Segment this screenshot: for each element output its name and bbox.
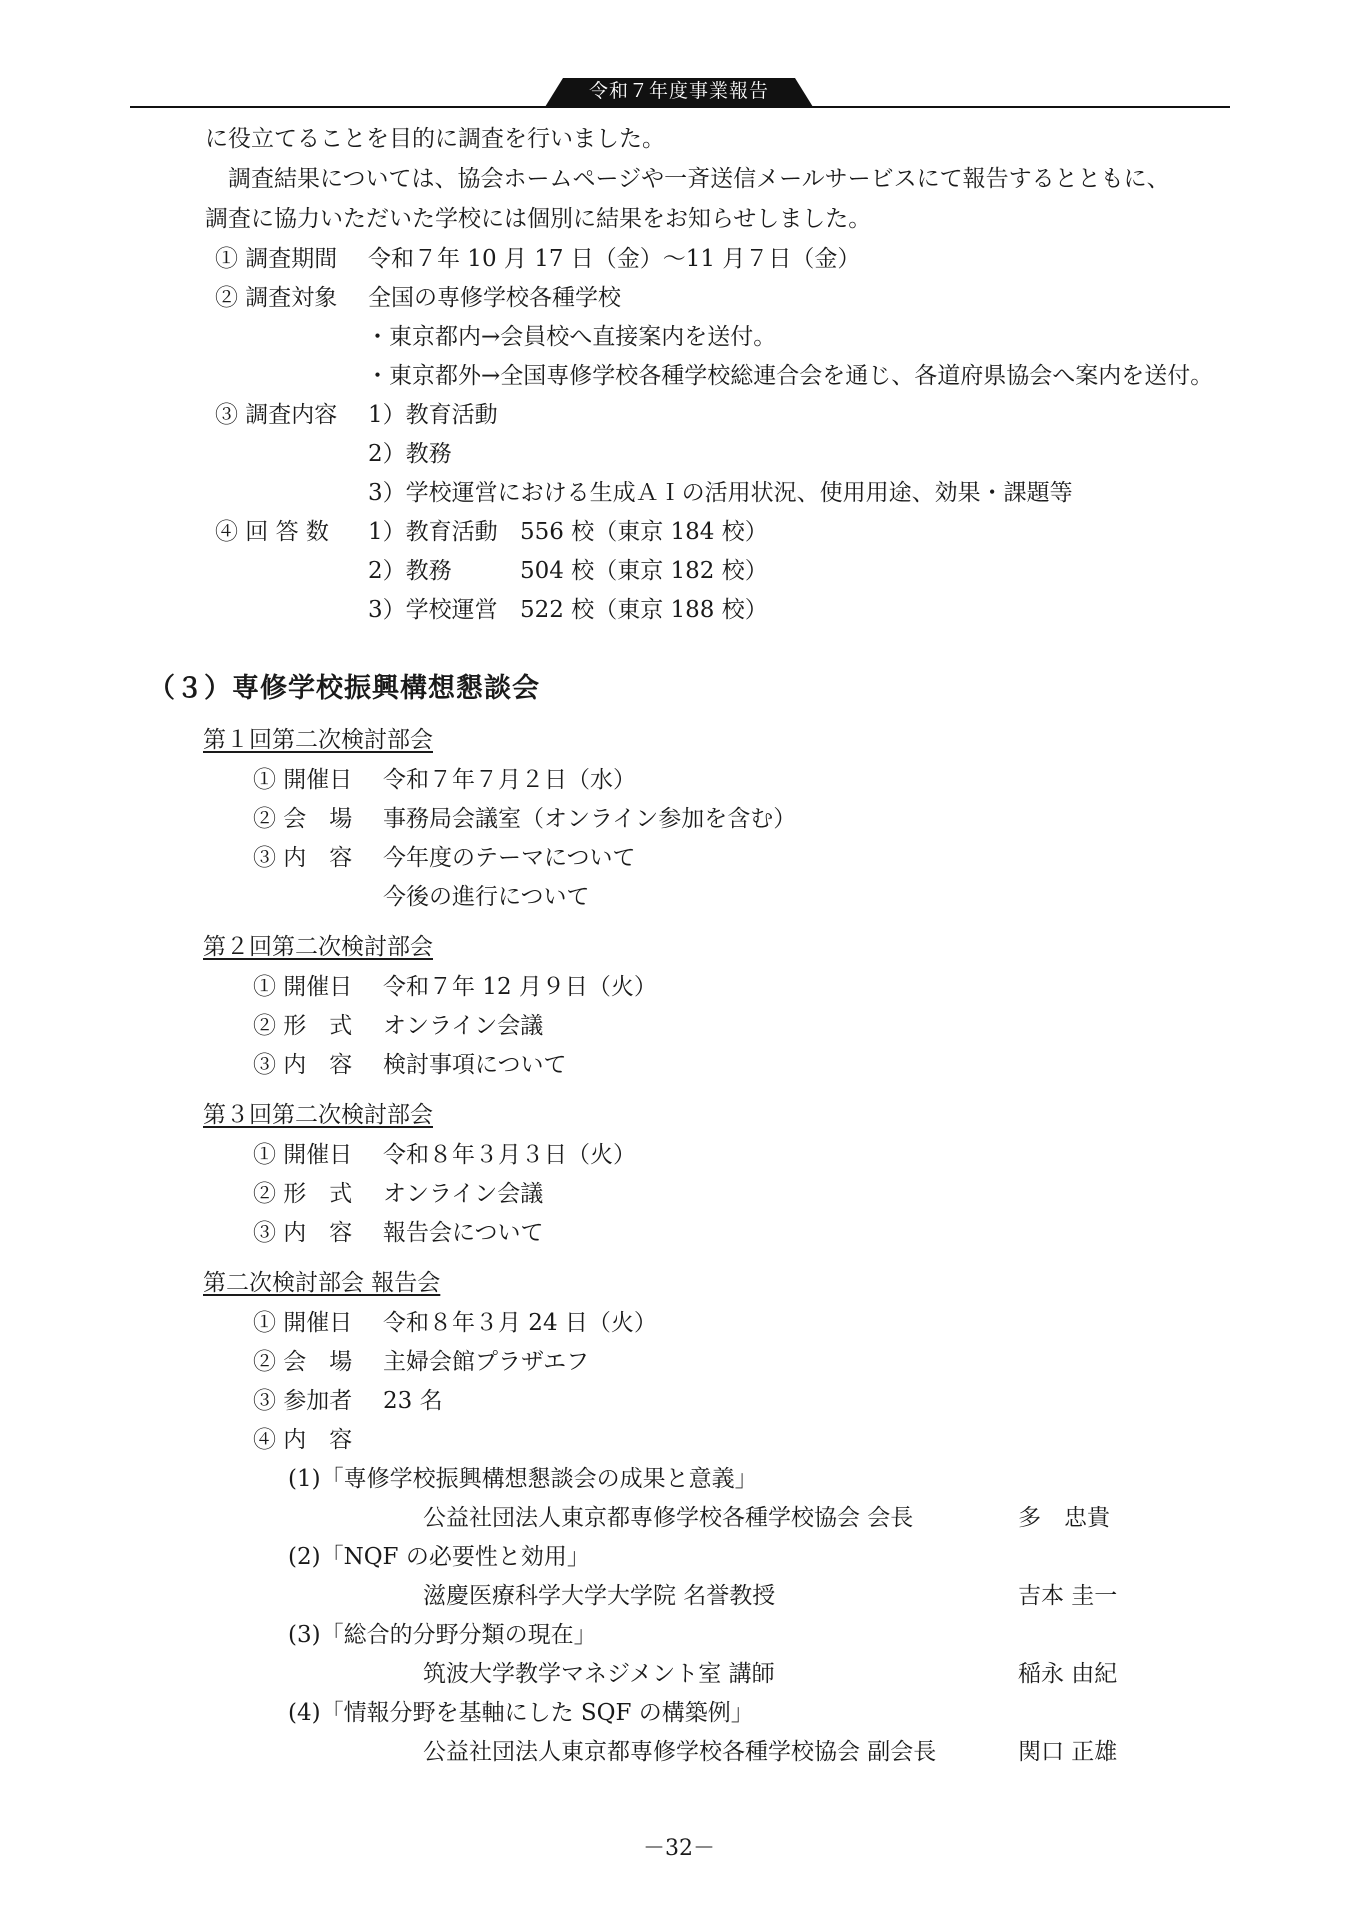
- survey-content-label: ③ 調査内容: [215, 402, 338, 428]
- answer-name: 3）学校運営: [368, 597, 498, 623]
- meeting-3-content-value: 報告会について: [383, 1220, 544, 1246]
- talk-speaker: 多 忠貴: [1018, 1505, 1110, 1531]
- page-number: －32－: [643, 1836, 715, 1861]
- meeting-2-format-value: オンライン会議: [383, 1013, 544, 1039]
- meeting-3-format-value: オンライン会議: [383, 1181, 544, 1207]
- meeting-3-content-label: ③ 内 容: [253, 1220, 353, 1246]
- meeting-2-date-label: ① 開催日: [253, 974, 353, 1000]
- talk-speaker: 吉本 圭一: [1018, 1583, 1118, 1609]
- meeting-1-content-value: 今年度のテーマについて: [383, 845, 636, 871]
- meeting-3-format-label: ② 形 式: [253, 1181, 353, 1207]
- survey-content-item: 1）教育活動: [368, 402, 498, 428]
- meeting-3-title: 第３回第二次検討部会: [203, 1102, 433, 1128]
- section-heading: （３）専修学校振興構想懇談会: [148, 673, 540, 704]
- meeting-3-date-value: 令和８年３月３日（火）: [383, 1142, 636, 1168]
- talk-title: (2)「NQF の必要性と効用」: [288, 1544, 590, 1570]
- survey-content-item: 3）学校運営における生成ＡＩの活用状況、使用用途、効果・課題等: [368, 480, 1073, 506]
- survey-content-item: 2）教務: [368, 441, 452, 467]
- report-title: 第二次検討部会 報告会: [203, 1270, 441, 1296]
- meeting-1-content-label: ③ 内 容: [253, 845, 353, 871]
- meeting-1-date-label: ① 開催日: [253, 767, 353, 793]
- intro-line-1: に役立てることを目的に調査を行いました。: [205, 126, 665, 152]
- meeting-2-title: 第２回第二次検討部会: [203, 934, 433, 960]
- survey-target-value: 全国の専修学校各種学校: [368, 285, 621, 311]
- talk-affiliation: 筑波大学教学マネジメント室 講師: [423, 1661, 775, 1687]
- report-venue-label: ② 会 場: [253, 1349, 353, 1375]
- intro-line-3: 調査に協力いただいた学校には個別に結果をお知らせしました。: [205, 206, 872, 232]
- answer-count: 522 校（東京 188 校）: [520, 597, 768, 623]
- meeting-1-title: 第１回第二次検討部会: [203, 727, 433, 753]
- survey-target-note-2: ・東京都外→全国専修学校各種学校総連合会を通じ、各道府県協会へ案内を送付。: [366, 363, 1214, 389]
- talk-title: (1)「専修学校振興構想懇談会の成果と意義」: [288, 1466, 758, 1492]
- header-title: 令和７年度事業報告: [588, 80, 769, 102]
- meeting-1-venue-label: ② 会 場: [253, 806, 353, 832]
- survey-period-label: ① 調査期間: [215, 246, 338, 272]
- meeting-1-date-value: 令和７年７月２日（水）: [383, 767, 636, 793]
- talk-title: (4)「情報分野を基軸にした SQF の構築例」: [288, 1700, 754, 1726]
- meeting-3-date-label: ① 開催日: [253, 1142, 353, 1168]
- report-content-label: ④ 内 容: [253, 1427, 353, 1453]
- survey-period-value: 令和７年 10 月 17 日（金）～11 月７日（金）: [368, 246, 861, 272]
- talk-affiliation: 公益社団法人東京都専修学校各種学校協会 会長: [423, 1505, 914, 1531]
- meeting-2-content-value: 検討事項について: [383, 1052, 567, 1078]
- survey-target-label: ② 調査対象: [215, 285, 338, 311]
- meeting-1-content-value: 今後の進行について: [383, 884, 590, 910]
- report-venue-value: 主婦会館プラザエフ: [383, 1349, 590, 1375]
- talk-affiliation: 公益社団法人東京都専修学校各種学校協会 副会長: [423, 1739, 937, 1765]
- report-date-label: ① 開催日: [253, 1310, 353, 1336]
- survey-answers-label: ④ 回 答 数: [215, 519, 329, 545]
- report-attend-label: ③ 参加者: [253, 1388, 353, 1414]
- talk-affiliation: 滋慶医療科学大学大学院 名誉教授: [423, 1583, 776, 1609]
- meeting-2-content-label: ③ 内 容: [253, 1052, 353, 1078]
- talk-title: (3)「総合的分野分類の現在」: [288, 1622, 597, 1648]
- talk-speaker: 関口 正雄: [1018, 1739, 1118, 1765]
- answer-name: 2）教務: [368, 558, 452, 584]
- meeting-1-venue-value: 事務局会議室（オンライン参加を含む）: [383, 806, 797, 832]
- intro-line-2: 調査結果については、協会ホームページや一斉送信メールサービスにて報告するとともに、: [228, 166, 1170, 192]
- meeting-2-format-label: ② 形 式: [253, 1013, 353, 1039]
- report-date-value: 令和８年３月 24 日（火）: [383, 1310, 657, 1336]
- report-attend-value: 23 名: [383, 1388, 443, 1414]
- answer-count: 556 校（東京 184 校）: [520, 519, 768, 545]
- survey-target-note-1: ・東京都内→会員校へ直接案内を送付。: [366, 324, 777, 350]
- answer-name: 1）教育活動: [368, 519, 498, 545]
- meeting-2-date-value: 令和７年 12 月９日（火）: [383, 974, 657, 1000]
- answer-count: 504 校（東京 182 校）: [520, 558, 768, 584]
- talk-speaker: 稲永 由紀: [1018, 1661, 1118, 1687]
